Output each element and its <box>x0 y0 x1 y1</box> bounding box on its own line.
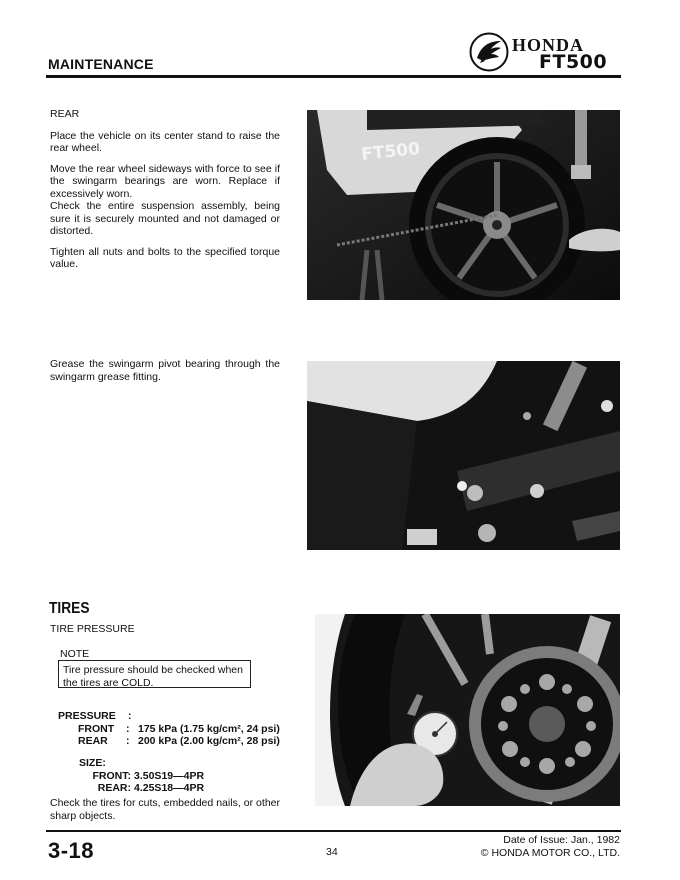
pressure-colon: : <box>126 722 130 735</box>
grease-paragraph: Grease the swingarm pivot bearing through the swingarm grease fitting. <box>50 358 280 383</box>
section-title: MAINTENANCE <box>48 56 154 72</box>
size-label: SIZE: <box>79 757 106 769</box>
rear-paragraph: Check the entire suspension assembly, being sure it is securely mounted and not damaged or distorted. <box>50 200 280 237</box>
tires-heading: TIRES <box>49 600 90 617</box>
pressure-colon: : <box>128 710 132 722</box>
rear-heading: REAR <box>50 108 80 120</box>
tire-pressure-gauge-photo <box>315 614 620 806</box>
footer-rule <box>46 830 621 832</box>
pressure-front-value: 175 kPa (1.75 kg/cm², 24 psi) <box>138 722 280 735</box>
rear-paragraph: Move the rear wheel sideways with force to see if the swingarm bearings are worn. Replace if excessively worn. <box>50 162 280 200</box>
pressure-label: PRESSURE <box>58 710 116 722</box>
rear-wheel-photo <box>307 110 620 300</box>
size-front-value: 3.50S19—4PR <box>134 769 205 782</box>
size-specs <box>79 757 204 795</box>
rear-paragraph: Place the vehicle on its center stand to raise the rear wheel. <box>50 129 280 154</box>
pressure-colon: : <box>126 735 130 747</box>
size-front-row <box>79 770 204 783</box>
check-tires-paragraph: Check the tires for cuts, embedded nails, or other sharp objects. <box>50 797 280 822</box>
pressure-front-label: FRONT <box>78 722 115 735</box>
page-number: 34 <box>326 846 338 858</box>
brand-name: HONDA <box>512 35 584 55</box>
pressure-rear-label: REAR <box>78 735 108 747</box>
pressure-rear-row <box>58 735 280 748</box>
swingarm-grease-fitting-photo <box>307 361 620 550</box>
tire-pressure-subheading: TIRE PRESSURE <box>50 623 135 635</box>
issue-date: Date of Issue: Jan., 1982 <box>503 834 620 846</box>
note-label: NOTE <box>60 648 90 660</box>
rear-section <box>50 108 280 279</box>
pressure-front-row <box>58 723 280 736</box>
honda-wing-logo-icon <box>469 32 509 72</box>
side-cover-badge: FT500 <box>360 138 421 165</box>
size-front-label: FRONT: <box>92 769 131 782</box>
size-rear-row <box>79 782 204 795</box>
note-box: Tire pressure should be checked when the tires are COLD. <box>58 660 251 688</box>
model-name: FT500 <box>539 51 608 73</box>
pressure-rear-value: 200 kPa (2.00 kg/cm², 28 psi) <box>138 735 280 747</box>
page-code: 3-18 <box>48 838 95 863</box>
copyright: © HONDA MOTOR CO., LTD. <box>480 847 620 859</box>
size-rear-label: REAR: <box>97 782 131 794</box>
pressure-label-row <box>58 710 280 723</box>
header-rule <box>46 75 621 78</box>
size-rear-value: 4.25S18—4PR <box>134 782 205 794</box>
pressure-specs <box>58 710 280 748</box>
rear-paragraph: Tighten all nuts and bolts to the specified torque value. <box>50 245 280 270</box>
